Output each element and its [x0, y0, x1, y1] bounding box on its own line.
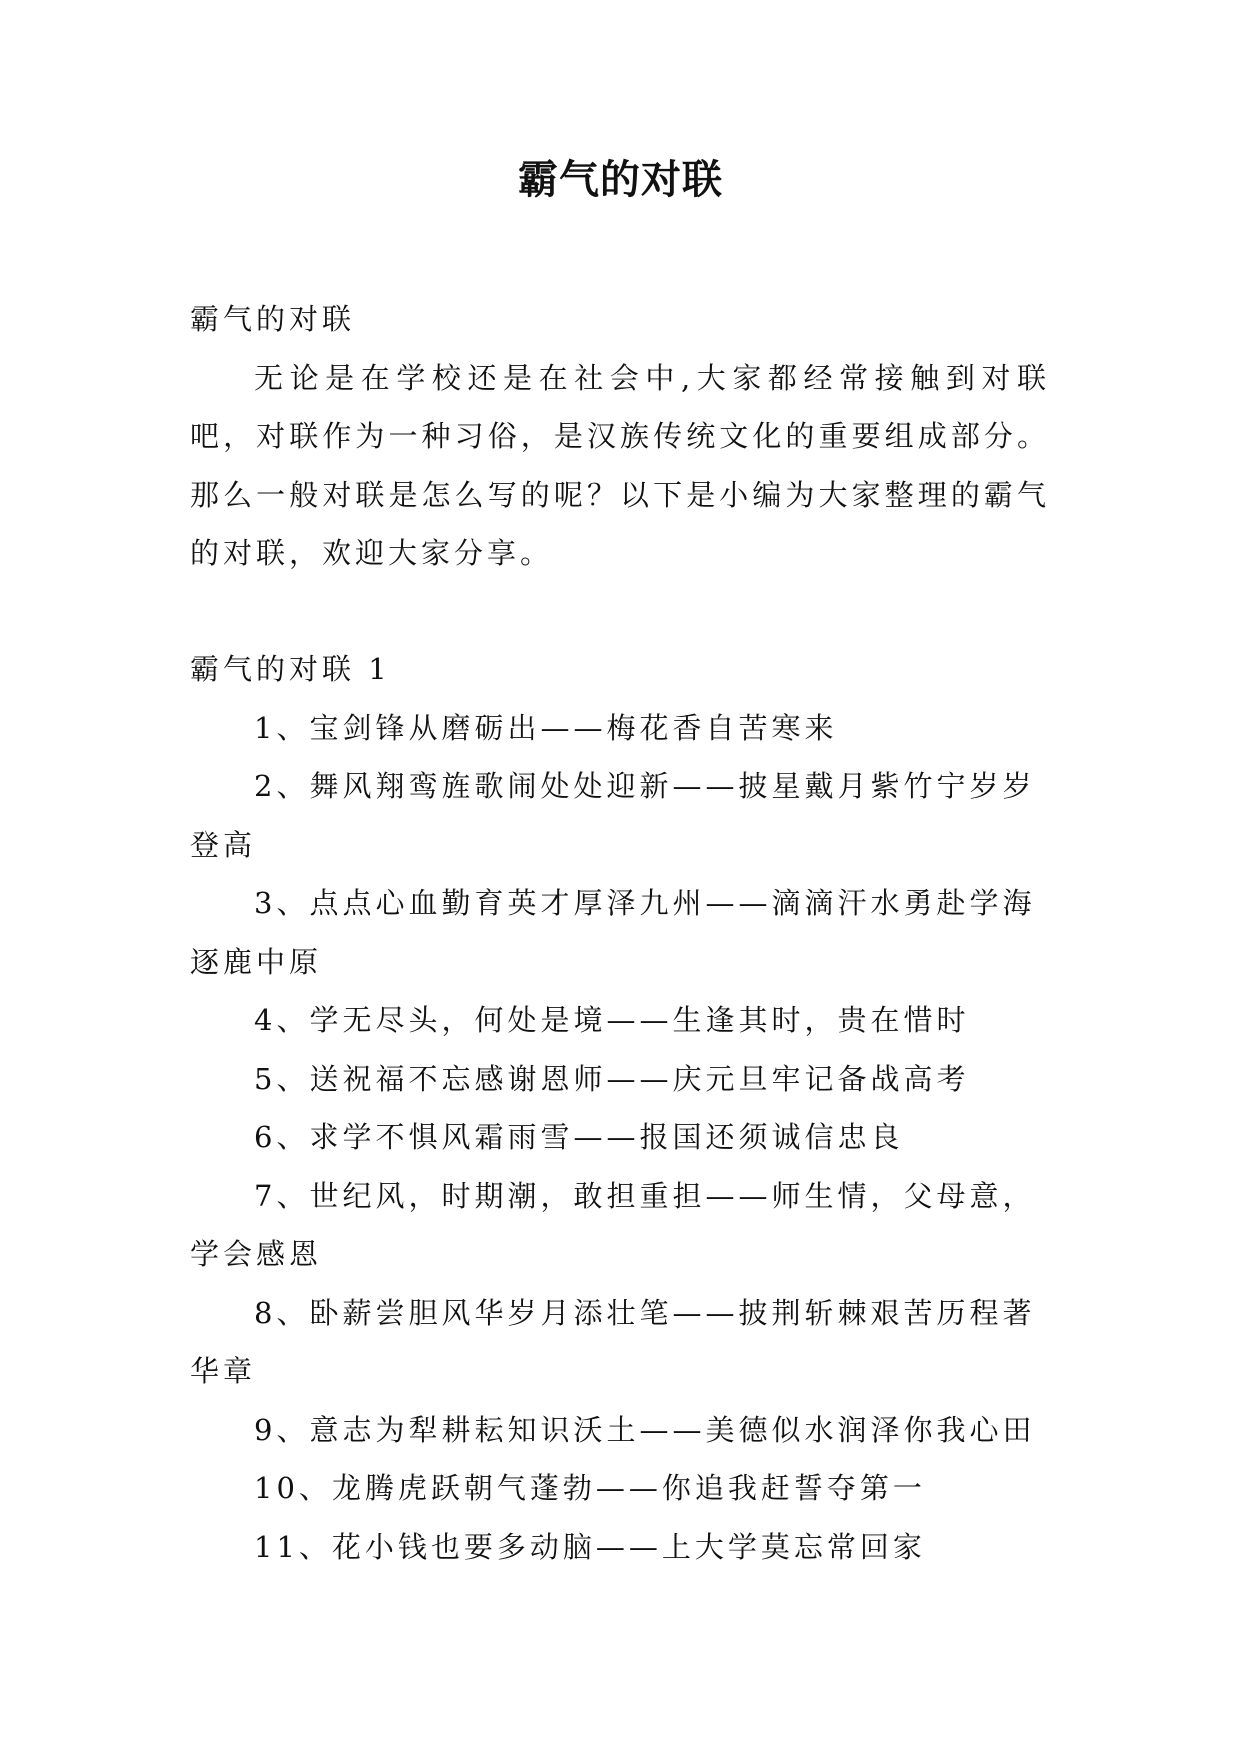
list-item: 9、意志为犁耕耘知识沃土——美德似水润泽你我心田	[254, 1412, 1036, 1447]
list-item: 10、龙腾虎跃朝气蓬勃——你追我赶誓夺第一	[254, 1471, 926, 1505]
section-heading: 霸气的对联 1	[190, 652, 391, 686]
list-item: 5、送祝福不忘感谢恩师——庆元旦牢记备战高考	[254, 1061, 970, 1096]
list-item: 7、世纪风，时期潮，敢担重担——师生情，父母意，学会感恩	[190, 1178, 1036, 1271]
list-item: 11、花小钱也要多动脑——上大学莫忘常回家	[254, 1529, 926, 1564]
page-title: 霸气的对联	[518, 157, 723, 203]
subtitle: 霸气的对联	[190, 302, 356, 336]
list-item: 2、舞风翔鸾旌歌闹处处迎新——披星戴月紫竹宁岁岁登高	[190, 769, 1036, 862]
couplet-section	[190, 640, 1050, 1576]
list-item: 4、学无尽头，何处是境——生逢其时，贵在惜时	[254, 1003, 970, 1037]
list-item: 1、宝剑锋从磨砺出——梅花香自苦寒来	[254, 710, 838, 745]
list-item: 6、求学不惧风霜雨雪——报国还须诚信忠良	[254, 1120, 904, 1154]
list-item: 8、卧薪尝胆风华岁月添壮笔——披荆斩棘艰苦历程著华章	[190, 1295, 1036, 1388]
intro-paragraph: 无论是在学校还是在社会中,大家都经常接触到对联吧，对联作为一种习俗，是汉族传统文化的重要组成部分。那么一般对联是怎么写的呢？以下是小编为大家整理的霸气的对联，欢迎大家分享。	[190, 360, 1050, 570]
intro-block	[190, 290, 1050, 583]
list-item: 3、点点心血勤育英才厚泽九州——滴滴汗水勇赴学海逐鹿中原	[190, 886, 1036, 979]
